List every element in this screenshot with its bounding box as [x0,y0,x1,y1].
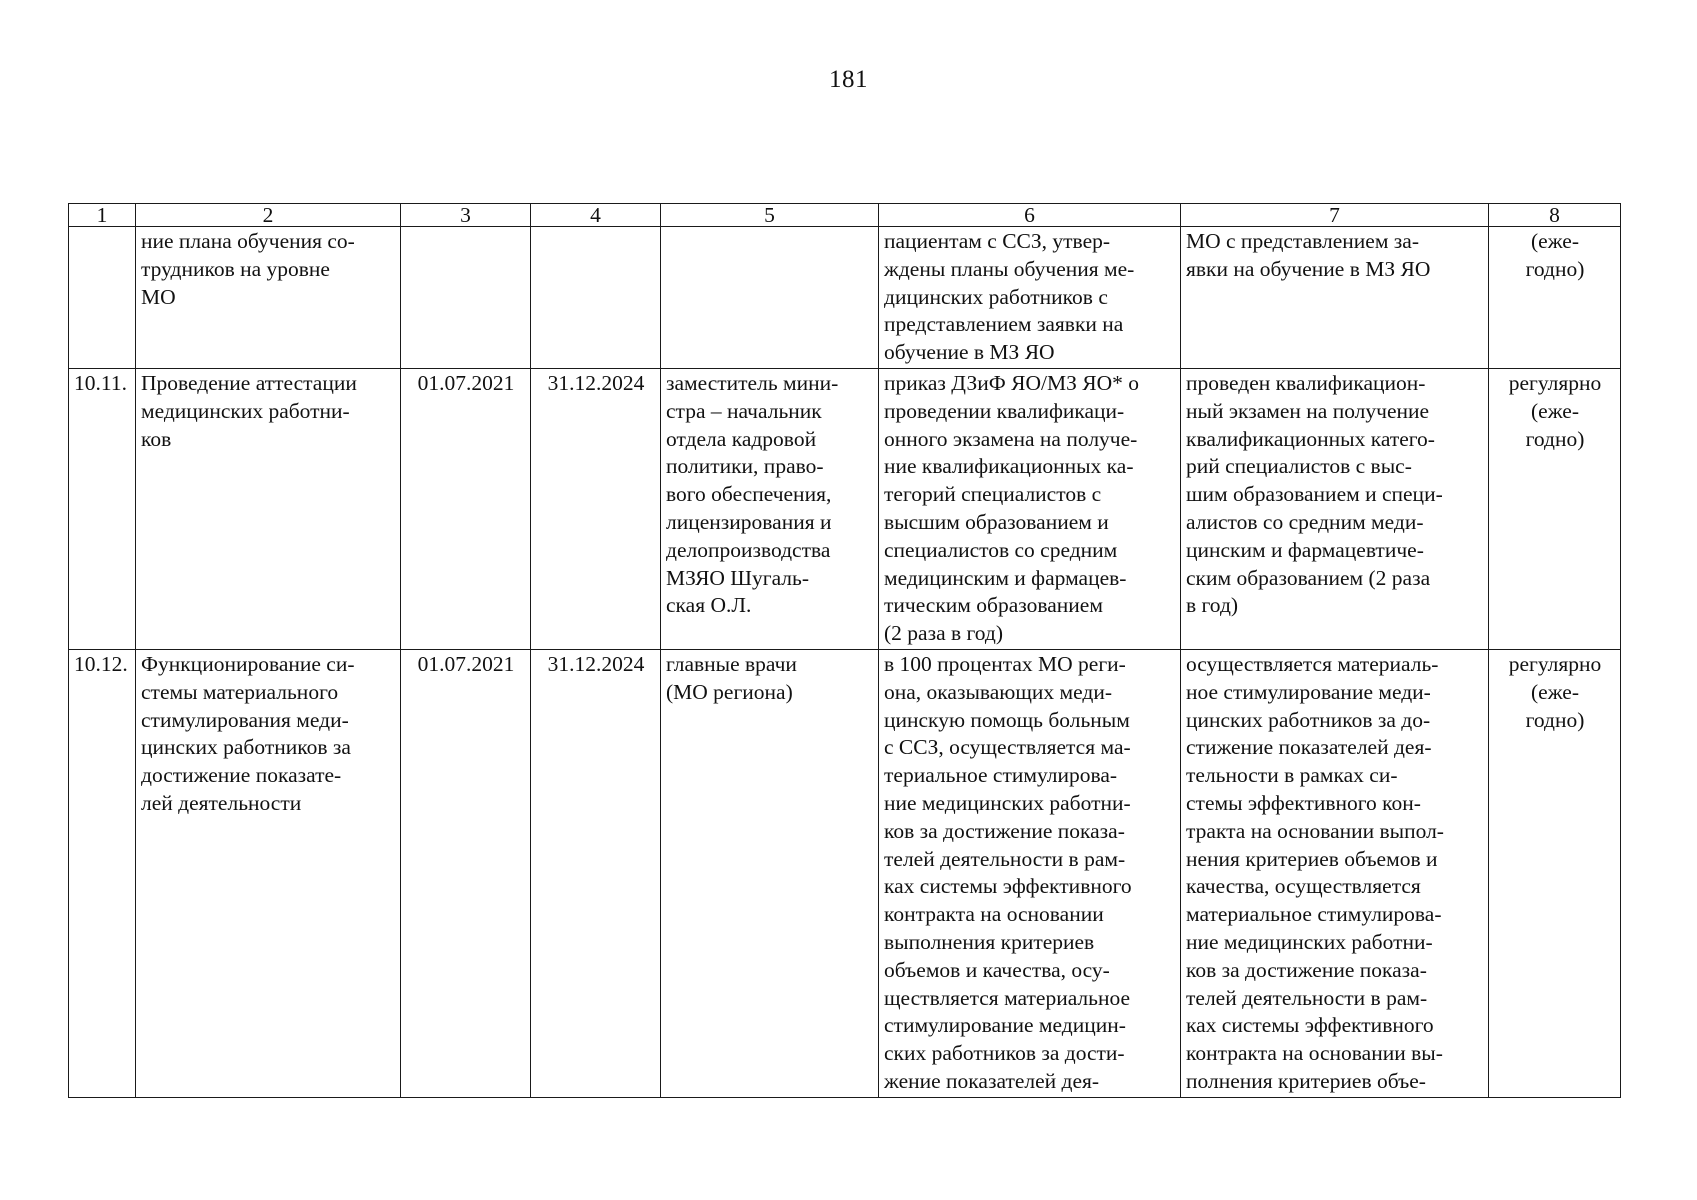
page-number: 181 [829,66,868,93]
outcome-cell: осуществляется материаль- ное стимулирование меди- цинских работников за до- стижение показателей дея- тельности в рамках си- стемы эффективного кон- тракта на основании выпол- нения критериев объемов и качества, осуществляется материальное стимулирова- ние медицинских работни- ков за достижение показа- телей деятельности в рам- ках системы эффективного контракта на основании вы- полнения критериев объе- [1181,649,1489,1097]
responsible-cell: главные врачи (МО региона) [661,649,879,1097]
result-cell: в 100 процентах МО реги- она, оказывающих меди- цинскую помощь больным с ССЗ, осуществляется ма- териальное стимулирова- ние медицинских работни- ков за достижение показа- телей деятельности в рам- ках системы эффективного контракта на основании выполнения критериев объемов и качества, осу- ществляется материальное стимулирование медицин- ских работников за дости- жение показателей дея- [879,649,1181,1097]
column-number: 6 [879,204,1181,227]
item-number-cell: 10.11. [69,368,136,649]
end-date-cell [531,227,661,369]
outcome-cell: МО с представлением за- явки на обучение в МЗ ЯО [1181,227,1489,369]
result-cell: приказ ДЗиФ ЯО/МЗ ЯО* о проведении квалификаци- онного экзамена на получе- ние квалификационных ка- тегорий специалистов с высшим образованием и специалистов со средним медицинским и фармацев- тическим образованием (2 раза в год) [879,368,1181,649]
responsible-cell: заместитель мини- стра – начальник отдела кадровой политики, право- вого обеспечения, лицензирования и делопроизводства МЗЯО Шугаль- ская О.Л. [661,368,879,649]
start-date-cell [401,227,531,369]
table-row [69,368,1621,649]
frequency-cell: (еже- годно) [1489,227,1621,369]
column-number: 5 [661,204,879,227]
frequency-cell: регулярно (еже- годно) [1489,649,1621,1097]
result-cell: пациентам с ССЗ, утвер- ждены планы обучения ме- дицинских работников с представлением заявки на обучение в МЗ ЯО [879,227,1181,369]
start-date-cell: 01.07.2021 [401,368,531,649]
table-row [69,227,1621,369]
column-number-row [69,204,1621,227]
item-number-cell [69,227,136,369]
plan-table [68,203,1621,1098]
column-number: 2 [136,204,401,227]
item-number-cell: 10.12. [69,649,136,1097]
column-number: 8 [1489,204,1621,227]
responsible-cell [661,227,879,369]
column-number: 3 [401,204,531,227]
end-date-cell: 31.12.2024 [531,368,661,649]
column-number: 7 [1181,204,1489,227]
column-number: 4 [531,204,661,227]
event-cell: Проведение аттестации медицинских работни- ков [136,368,401,649]
frequency-cell: регулярно (еже- годно) [1489,368,1621,649]
table-row [69,649,1621,1097]
outcome-cell: проведен квалификацион- ный экзамен на получение квалификационных катего- рий специалистов с выс- шим образованием и специ- алистов со средним меди- цинским и фармацевтиче- ским образованием (2 раза в год) [1181,368,1489,649]
column-number: 1 [69,204,136,227]
start-date-cell: 01.07.2021 [401,649,531,1097]
event-cell: ние плана обучения со- трудников на уровне МО [136,227,401,369]
end-date-cell: 31.12.2024 [531,649,661,1097]
event-cell: Функционирование си- стемы материального стимулирования меди- цинских работников за достижение показате- лей деятельности [136,649,401,1097]
